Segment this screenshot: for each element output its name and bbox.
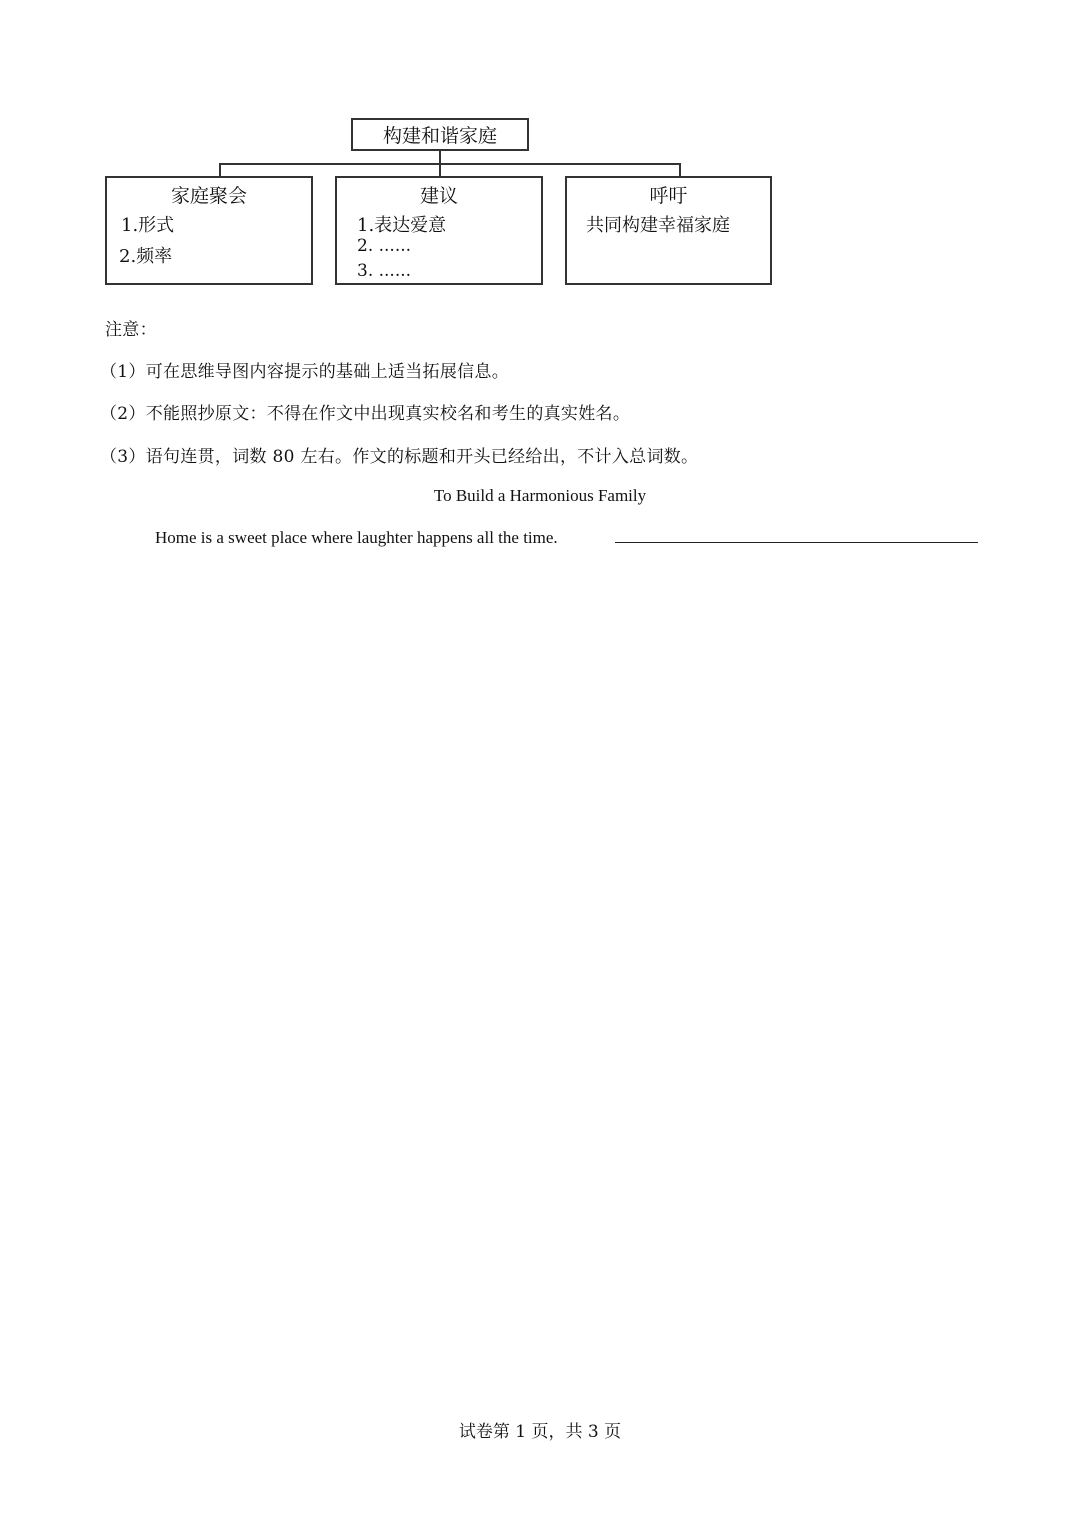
branch-item: 2. ...... <box>357 236 412 256</box>
page-footer: 试卷第 1 页，共 3 页 <box>458 1422 622 1442</box>
mind-map-root <box>351 118 529 151</box>
branch-item: 共同构建幸福家庭 <box>586 215 730 236</box>
essay-title: To Build a Harmonious Family <box>433 486 647 505</box>
branch-item: 3. ...... <box>357 261 412 281</box>
mind-map-branch-suggestions <box>335 176 543 285</box>
mind-map-branch-family-gathering <box>105 176 313 285</box>
mind-map-root-label: 构建和谐家庭 <box>382 125 497 147</box>
branch-title: 家庭聚会 <box>170 185 247 207</box>
essay-opening-sentence: Home is a sweet place where laughter happens all the time. <box>155 528 558 547</box>
connector-branch-1 <box>219 163 221 177</box>
connector-branch-3 <box>679 163 681 177</box>
notes-heading: 注意： <box>105 320 157 340</box>
mind-map-branch-appeal <box>565 176 772 285</box>
note-item-3: （3）语句连贯，词数 80 左右。作文的标题和开头已经给出，不计入总词数。 <box>100 447 699 467</box>
branch-item: 1.表达爱意 <box>357 215 447 236</box>
branch-item: 2.频率 <box>119 246 173 267</box>
branch-item: 1.形式 <box>121 215 175 236</box>
answer-blank-line <box>615 542 978 543</box>
note-item-1: （1）可在思维导图内容提示的基础上适当拓展信息。 <box>100 362 510 382</box>
connector-horizontal <box>219 163 681 165</box>
note-item-2: （2）不能照抄原文：不得在作文中出现真实校名和考生的真实姓名。 <box>100 404 631 424</box>
branch-title: 呼吁 <box>649 185 688 207</box>
connector-branch-2 <box>439 163 441 177</box>
branch-title: 建议 <box>419 185 458 207</box>
